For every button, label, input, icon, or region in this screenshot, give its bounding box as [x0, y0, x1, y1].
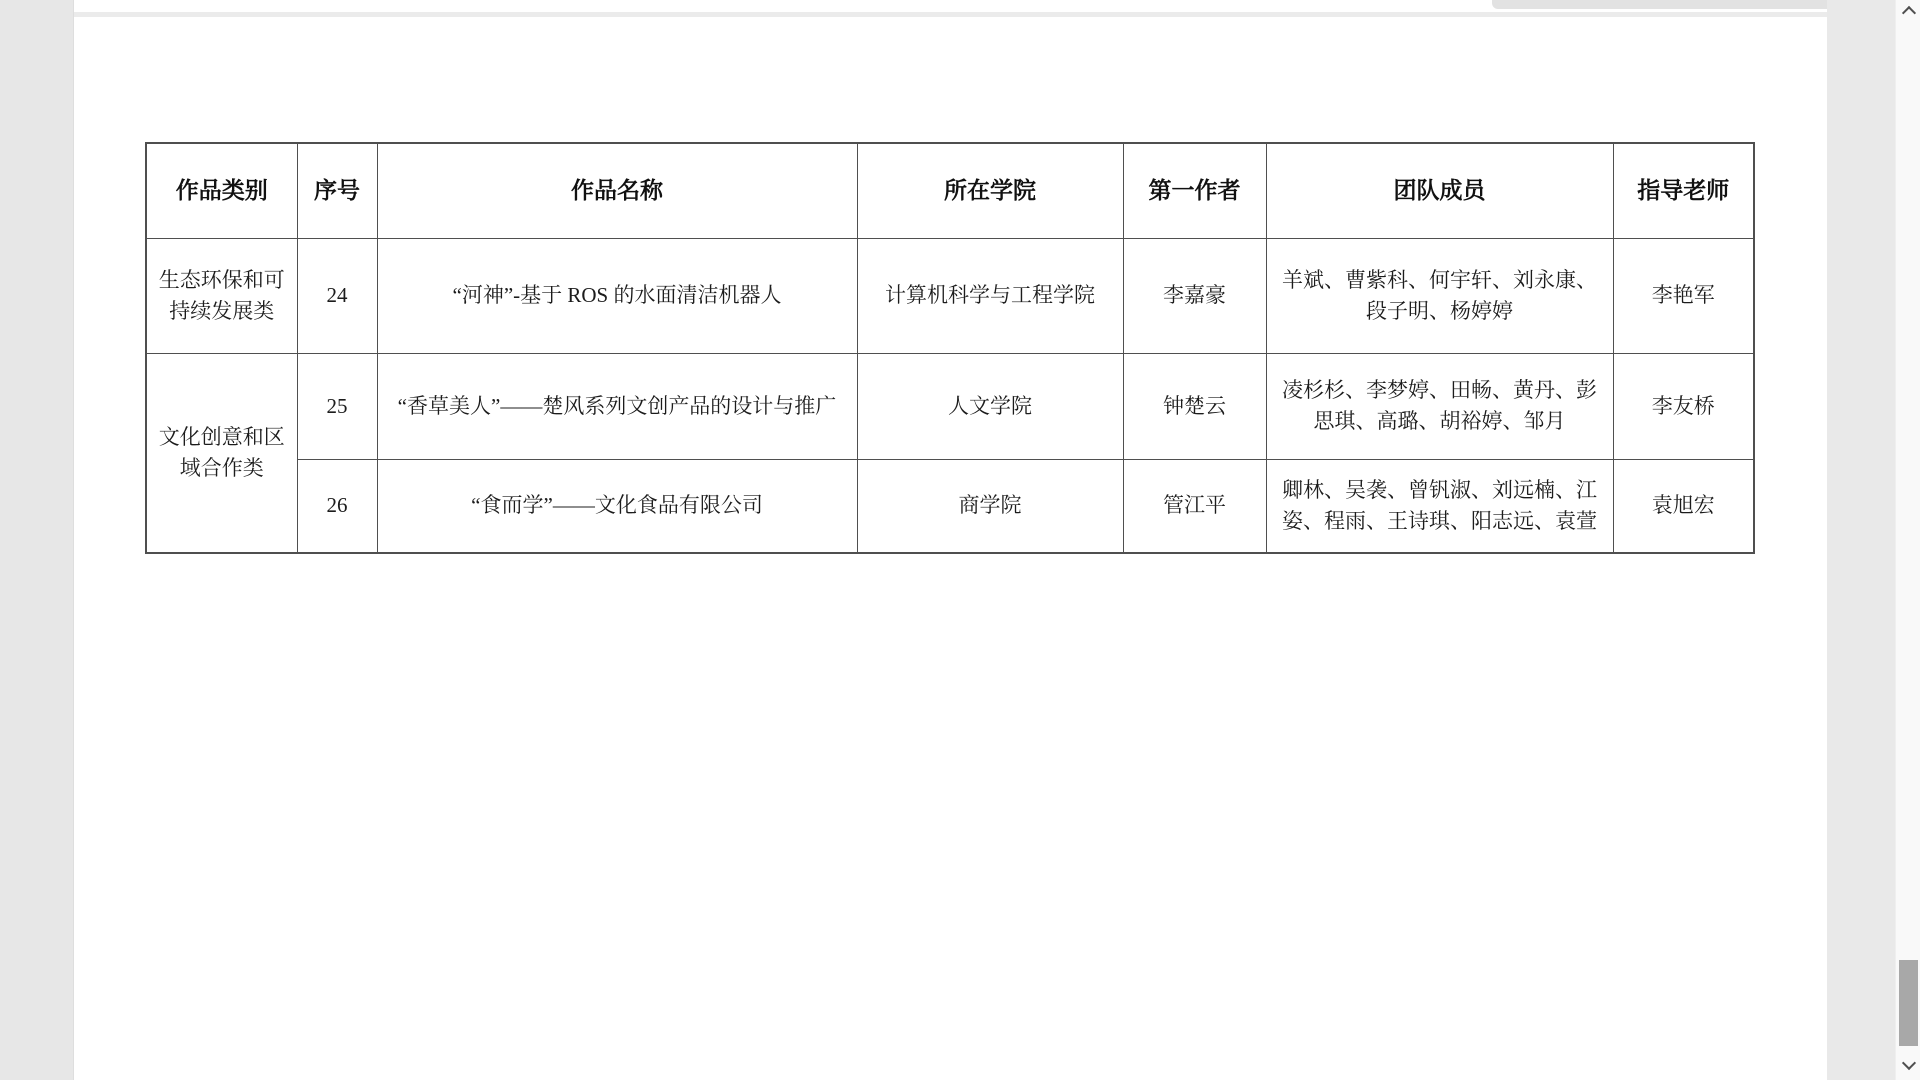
cell-title[interactable]: “河神”-基于 ROS 的水面清洁机器人 — [377, 238, 857, 353]
cell-author[interactable]: 钟楚云 — [1123, 353, 1266, 459]
header-no[interactable]: 序号 — [297, 143, 377, 238]
cell-no[interactable]: 26 — [297, 459, 377, 553]
table-header-row — [146, 143, 1754, 238]
cell-no[interactable]: 24 — [297, 238, 377, 353]
cell-team[interactable]: 凌杉杉、李梦婷、田畅、黄丹、彭思琪、高璐、胡裕婷、邹月 — [1266, 353, 1613, 459]
left-app-margin — [0, 0, 74, 1080]
header-team[interactable]: 团队成员 — [1266, 143, 1613, 238]
cell-category[interactable]: 生态环保和可持续发展类 — [146, 238, 297, 353]
cell-no[interactable]: 25 — [297, 353, 377, 459]
cell-college[interactable]: 商学院 — [857, 459, 1123, 553]
cell-team[interactable]: 羊斌、曹紫科、何宇轩、刘永康、段子明、杨婷婷 — [1266, 238, 1613, 353]
header-category[interactable]: 作品类别 — [146, 143, 297, 238]
scrollbar-thumb[interactable] — [1899, 960, 1918, 1046]
scroll-up-button[interactable] — [1896, 0, 1920, 22]
cell-category[interactable]: 文化创意和区域合作类 — [146, 353, 297, 553]
header-advisor[interactable]: 指导老师 — [1613, 143, 1754, 238]
table-row — [146, 353, 1754, 459]
scroll-down-button[interactable] — [1896, 1055, 1920, 1077]
cell-advisor[interactable]: 袁旭宏 — [1613, 459, 1754, 553]
cell-author[interactable]: 管江平 — [1123, 459, 1266, 553]
cell-author[interactable]: 李嘉豪 — [1123, 238, 1266, 353]
cell-title[interactable]: “食而学”——文化食品有限公司 — [377, 459, 857, 553]
cell-college[interactable]: 人文学院 — [857, 353, 1123, 459]
cell-team[interactable]: 卿林、吴袭、曾钒淑、刘远楠、江姿、程雨、王诗琪、阳志远、袁萱 — [1266, 459, 1613, 553]
top-panel-edge — [1492, 0, 1827, 9]
cell-advisor[interactable]: 李友桥 — [1613, 353, 1754, 459]
header-college[interactable]: 所在学院 — [857, 143, 1123, 238]
table-row — [146, 238, 1754, 353]
right-app-margin — [1827, 0, 1895, 1080]
vertical-scrollbar[interactable] — [1895, 0, 1920, 1080]
cell-title[interactable]: “香草美人”——楚风系列文创产品的设计与推广 — [377, 353, 857, 459]
header-title[interactable]: 作品名称 — [377, 143, 857, 238]
header-author[interactable]: 第一作者 — [1123, 143, 1266, 238]
awards-table — [145, 142, 1755, 554]
chevron-up-icon — [1902, 6, 1916, 20]
chevron-down-icon — [1902, 1056, 1916, 1070]
table-row — [146, 459, 1754, 553]
cell-college[interactable]: 计算机科学与工程学院 — [857, 238, 1123, 353]
cell-advisor[interactable]: 李艳军 — [1613, 238, 1754, 353]
